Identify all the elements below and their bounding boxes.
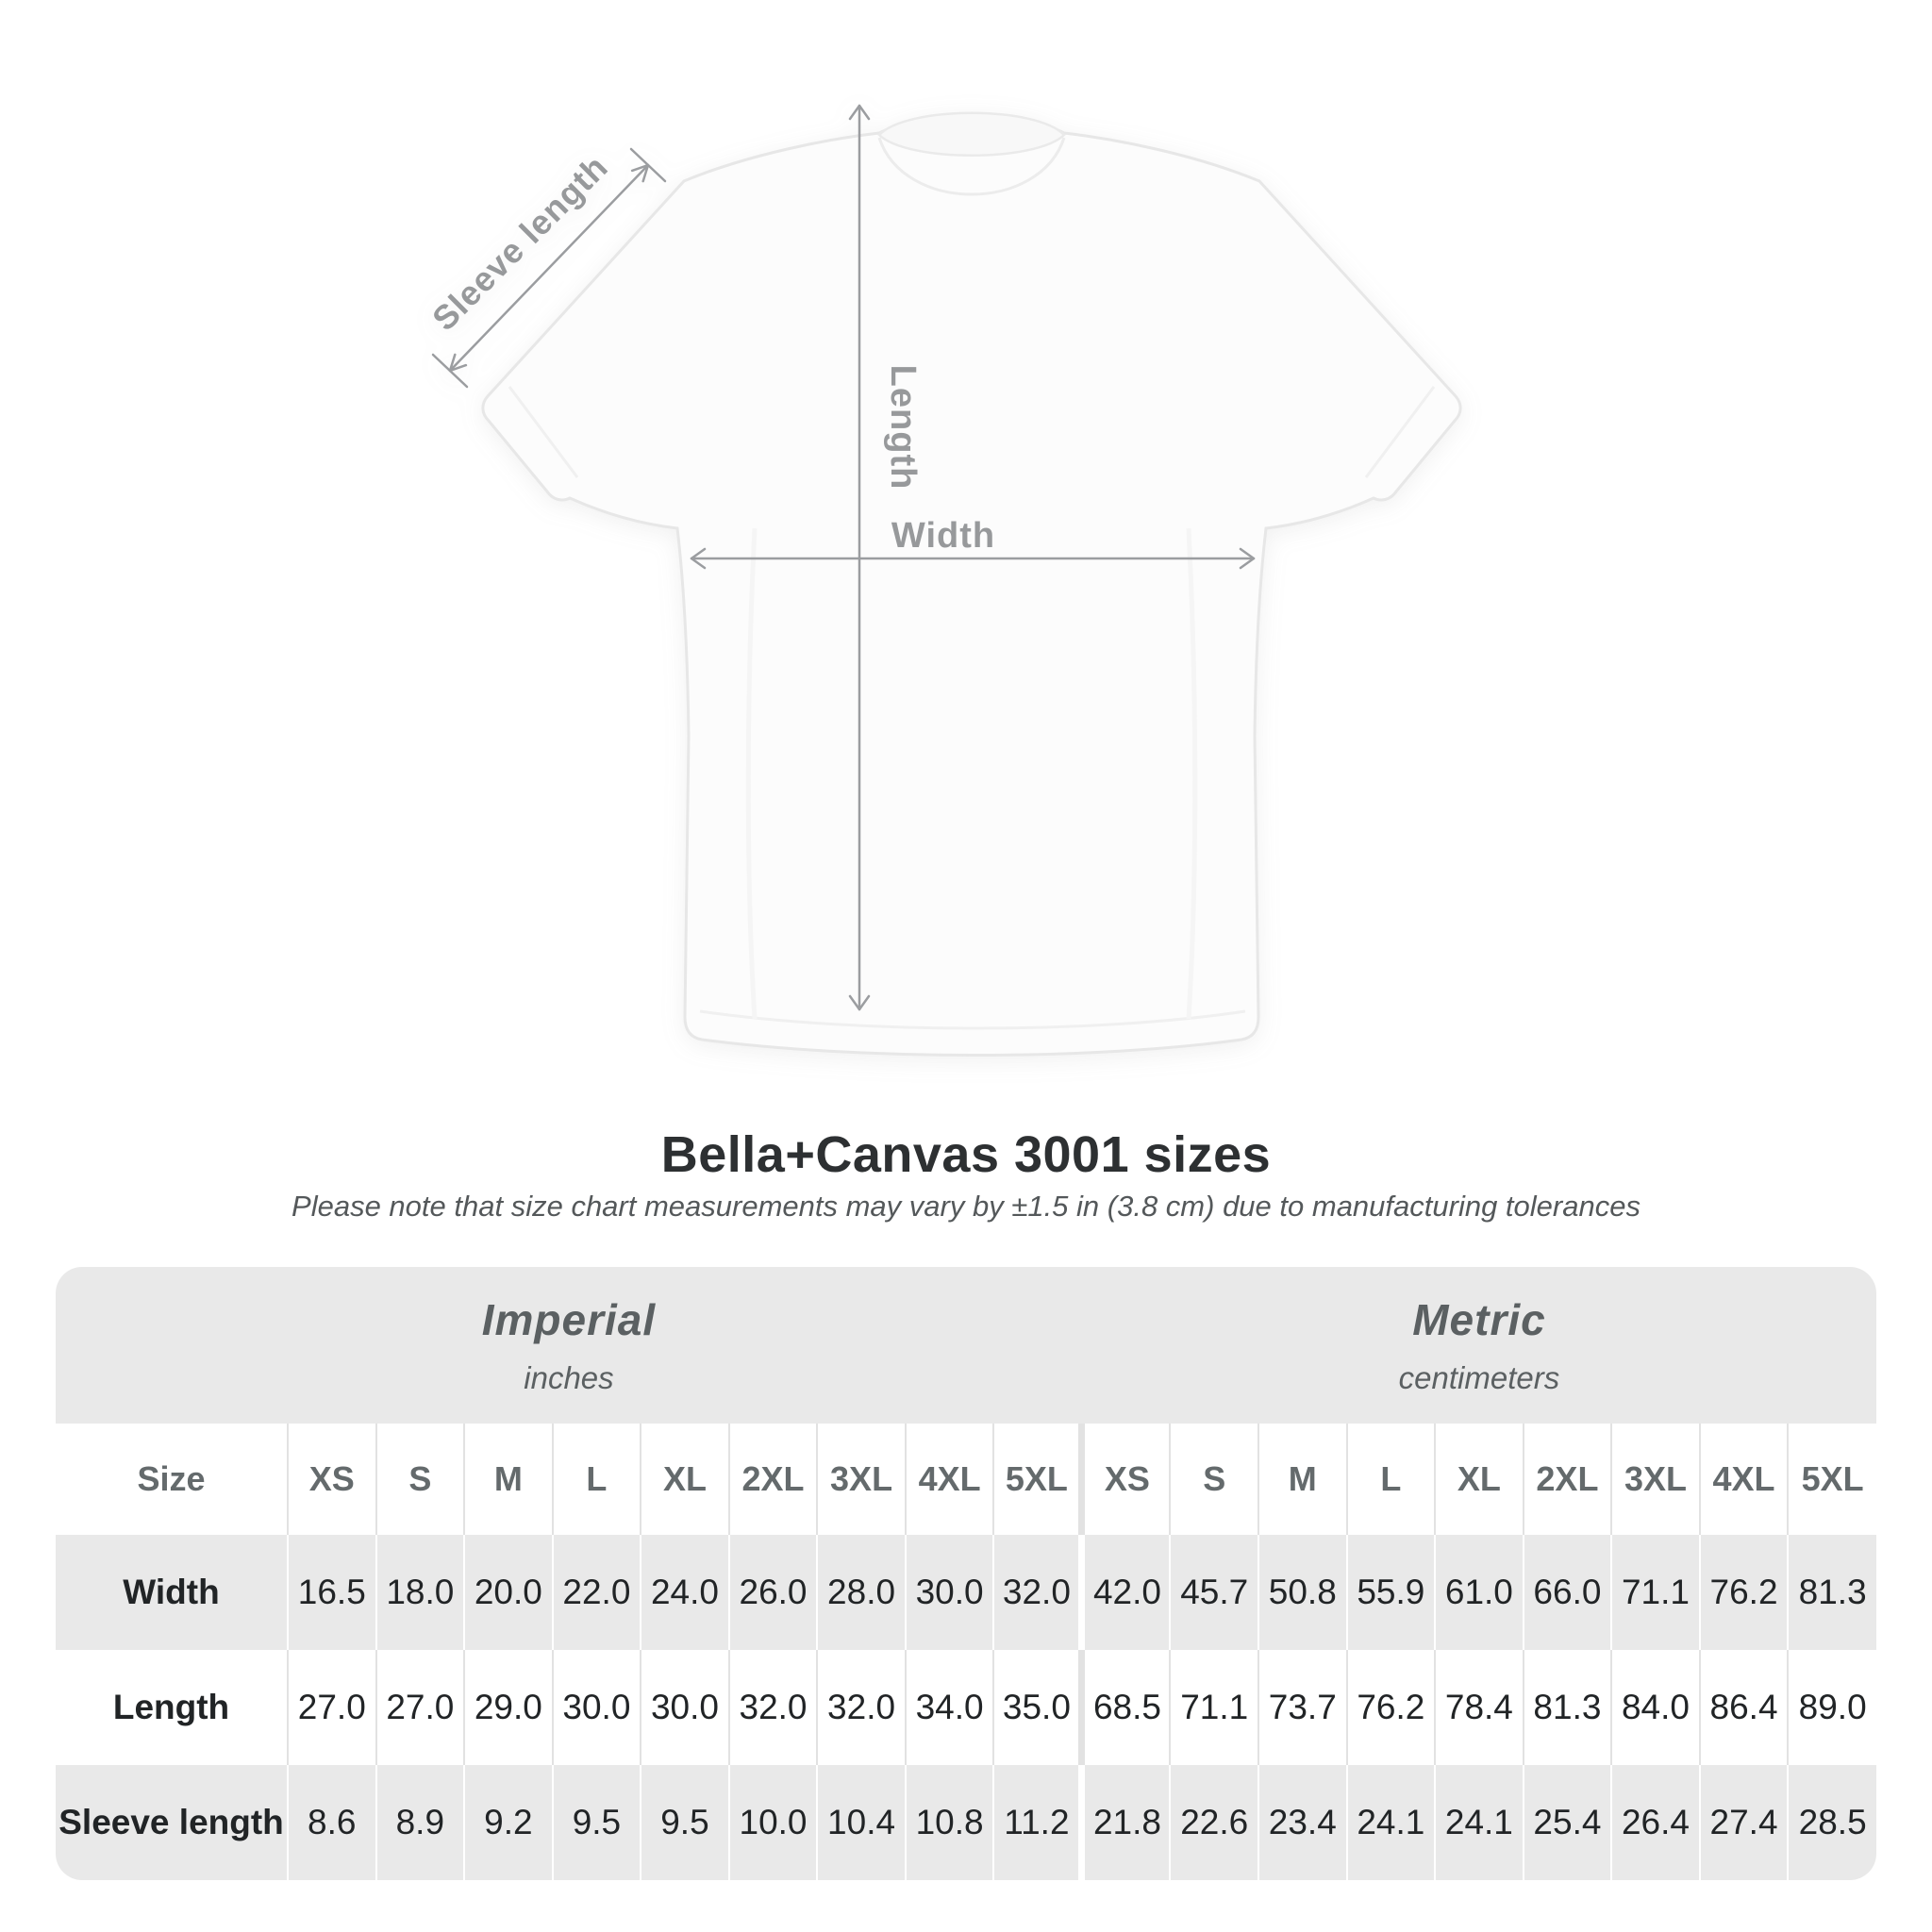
size-cell: S xyxy=(376,1424,465,1535)
value-cell: 28.0 xyxy=(817,1535,906,1650)
size-cell: XS xyxy=(288,1424,376,1535)
size-cell: XL xyxy=(1435,1424,1524,1535)
sleeve-length-label: Sleeve length xyxy=(425,147,616,339)
value-cell: 71.1 xyxy=(1611,1535,1700,1650)
value-cell: 68.5 xyxy=(1082,1650,1171,1765)
value-cell: 27.0 xyxy=(288,1650,376,1765)
size-cell: L xyxy=(553,1424,641,1535)
value-cell: 29.0 xyxy=(464,1650,553,1765)
size-cell: L xyxy=(1347,1424,1436,1535)
value-cell: 35.0 xyxy=(993,1650,1082,1765)
value-cell: 32.0 xyxy=(993,1535,1082,1650)
value-cell: 34.0 xyxy=(906,1650,994,1765)
value-cell: 73.7 xyxy=(1258,1650,1347,1765)
size-cell: 2XL xyxy=(1524,1424,1612,1535)
metric-header-cell xyxy=(1082,1267,1876,1424)
value-cell: 10.8 xyxy=(906,1765,994,1880)
size-cell: 5XL xyxy=(1788,1424,1876,1535)
value-cell: 78.4 xyxy=(1435,1650,1524,1765)
row-label-cell: Sleeve length xyxy=(56,1765,288,1880)
size-table-grid xyxy=(56,1267,1876,1880)
metric-unit-label: centimeters xyxy=(1398,1360,1560,1395)
size-chart-title: Bella+Canvas 3001 sizes xyxy=(660,1126,1272,1183)
metric-header xyxy=(1082,1294,1876,1396)
value-cell: 8.9 xyxy=(376,1765,465,1880)
value-cell: 28.5 xyxy=(1788,1765,1876,1880)
value-cell: 24.1 xyxy=(1347,1765,1436,1880)
value-cell: 18.0 xyxy=(376,1535,465,1650)
value-cell: 20.0 xyxy=(464,1535,553,1650)
length-label: Length xyxy=(883,364,923,491)
size-cell: 3XL xyxy=(1611,1424,1700,1535)
value-cell: 27.4 xyxy=(1700,1765,1789,1880)
value-cell: 9.5 xyxy=(553,1765,641,1880)
value-cell: 86.4 xyxy=(1700,1650,1789,1765)
row-label-cell: Width xyxy=(56,1535,288,1650)
imperial-label: Imperial xyxy=(481,1295,657,1344)
value-cell: 66.0 xyxy=(1524,1535,1612,1650)
size-cell: 4XL xyxy=(1700,1424,1789,1535)
imperial-unit-label: inches xyxy=(524,1360,614,1395)
value-cell: 55.9 xyxy=(1347,1535,1436,1650)
value-cell: 61.0 xyxy=(1435,1535,1524,1650)
value-cell: 76.2 xyxy=(1347,1650,1436,1765)
value-cell: 30.0 xyxy=(553,1650,641,1765)
value-cell: 32.0 xyxy=(729,1650,818,1765)
value-cell: 22.6 xyxy=(1170,1765,1258,1880)
value-cell: 30.0 xyxy=(906,1535,994,1650)
size-cell: M xyxy=(1258,1424,1347,1535)
length-row xyxy=(56,1650,1876,1765)
value-cell: 84.0 xyxy=(1611,1650,1700,1765)
size-cell: XS xyxy=(1082,1424,1171,1535)
size-column-header: Size xyxy=(56,1424,288,1535)
value-cell: 9.2 xyxy=(464,1765,553,1880)
imperial-header xyxy=(56,1294,1082,1396)
size-header-row xyxy=(56,1424,1876,1535)
value-cell: 45.7 xyxy=(1170,1535,1258,1650)
value-cell: 26.4 xyxy=(1611,1765,1700,1880)
value-cell: 81.3 xyxy=(1524,1650,1612,1765)
value-cell: 24.0 xyxy=(641,1535,729,1650)
size-chart-note: Please note that size chart measurements may vary by ±1.5 in (3.8 cm) due to manufacturing tolerances xyxy=(291,1190,1641,1223)
size-cell: M xyxy=(464,1424,553,1535)
unit-header-row xyxy=(56,1267,1876,1424)
value-cell: 22.0 xyxy=(553,1535,641,1650)
value-cell: 10.4 xyxy=(817,1765,906,1880)
size-cell: S xyxy=(1170,1424,1258,1535)
value-cell: 42.0 xyxy=(1082,1535,1171,1650)
value-cell: 8.6 xyxy=(288,1765,376,1880)
size-cell: 3XL xyxy=(817,1424,906,1535)
size-cell: XL xyxy=(641,1424,729,1535)
metric-label: Metric xyxy=(1412,1295,1546,1344)
size-table xyxy=(56,1267,1876,1880)
size-cell: 4XL xyxy=(906,1424,994,1535)
value-cell: 30.0 xyxy=(641,1650,729,1765)
tshirt-body xyxy=(483,120,1460,1056)
size-cell: 2XL xyxy=(729,1424,818,1535)
value-cell: 89.0 xyxy=(1788,1650,1876,1765)
value-cell: 24.1 xyxy=(1435,1765,1524,1880)
value-cell: 26.0 xyxy=(729,1535,818,1650)
value-cell: 16.5 xyxy=(288,1535,376,1650)
value-cell: 21.8 xyxy=(1082,1765,1171,1880)
value-cell: 27.0 xyxy=(376,1650,465,1765)
value-cell: 23.4 xyxy=(1258,1765,1347,1880)
row-label-cell: Length xyxy=(56,1650,288,1765)
imperial-header-cell xyxy=(56,1267,1082,1424)
value-cell: 71.1 xyxy=(1170,1650,1258,1765)
sleeve-length-row xyxy=(56,1765,1876,1880)
width-row xyxy=(56,1535,1876,1650)
width-label: Width xyxy=(891,516,996,556)
value-cell: 32.0 xyxy=(817,1650,906,1765)
value-cell: 25.4 xyxy=(1524,1765,1612,1880)
value-cell: 9.5 xyxy=(641,1765,729,1880)
value-cell: 10.0 xyxy=(729,1765,818,1880)
value-cell: 76.2 xyxy=(1700,1535,1789,1650)
value-cell: 50.8 xyxy=(1258,1535,1347,1650)
value-cell: 11.2 xyxy=(993,1765,1082,1880)
size-cell: 5XL xyxy=(993,1424,1082,1535)
value-cell: 81.3 xyxy=(1788,1535,1876,1650)
